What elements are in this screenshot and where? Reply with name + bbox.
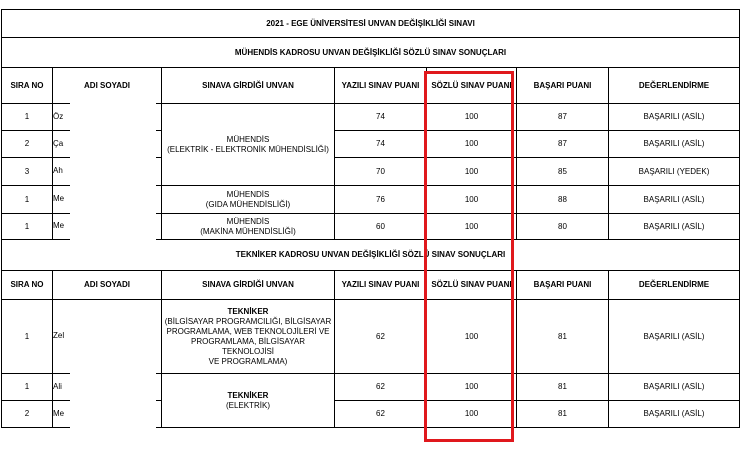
unvan-title: MÜHENDİS — [226, 189, 270, 199]
unvan-branch: (ELEKTRİK) — [225, 400, 270, 410]
name-fragment: Zel — [53, 331, 65, 341]
header-unvan: SINAVA GİRDİĞİ UNVAN — [162, 68, 335, 104]
unvan-title: MÜHENDİS — [226, 216, 270, 226]
sozlu-puan: 100 — [427, 214, 517, 240]
header-yazili: YAZILI SINAV PUANI — [335, 271, 427, 300]
yazili-puan: 62 — [335, 401, 427, 428]
redaction-block — [70, 312, 156, 452]
unvan-title: TEKNİKER — [227, 306, 269, 316]
sozlu-puan: 100 — [427, 186, 517, 214]
unvan-cell — [162, 300, 335, 374]
header-degerlendirme: DEĞERLENDİRME — [609, 68, 740, 104]
sira-no: 1 — [2, 214, 53, 240]
basari-puan: 81 — [517, 401, 609, 428]
unvan-cell — [162, 186, 335, 214]
degerlendirme: BAŞARILI (YEDEK) — [609, 158, 740, 186]
yazili-puan: 74 — [335, 104, 427, 131]
basari-puan: 81 — [517, 374, 609, 401]
unvan-branch: PROGRAMLAMA, BİLGİSAYAR TEKNOLOJİSİ — [191, 336, 305, 356]
basari-puan: 81 — [517, 300, 609, 374]
header-degerlendirme: DEĞERLENDİRME — [609, 271, 740, 300]
unvan-title: TEKNİKER — [227, 390, 269, 400]
name-fragment: Ah — [53, 166, 63, 176]
section2-title: TEKNİKER KADROSU UNVAN DEĞİŞİKLİĞİ SÖZLÜ SINAV SONUÇLARI — [2, 240, 740, 271]
unvan-branch: VE PROGRAMLAMA) — [208, 356, 288, 366]
unvan-branch: (MAKİNA MÜHENDİSLİĞİ) — [200, 226, 296, 236]
sozlu-puan: 100 — [427, 131, 517, 158]
degerlendirme: BAŞARILI (ASİL) — [609, 131, 740, 158]
sozlu-puan: 100 — [427, 300, 517, 374]
name-fragment: Ali — [53, 381, 62, 391]
name-fragment: Ça — [53, 138, 64, 148]
sira-no: 2 — [2, 401, 53, 428]
section1-header-row — [2, 68, 740, 104]
header-yazili: YAZILI SINAV PUANI — [335, 68, 427, 104]
unvan-branch: (ELEKTRİK - ELEKTRONİK MÜHENDİSLİĞİ) — [167, 144, 329, 154]
unvan-cell — [162, 374, 335, 428]
header-basari: BAŞARI PUANI — [517, 271, 609, 300]
sozlu-puan: 100 — [427, 374, 517, 401]
yazili-puan: 62 — [335, 374, 427, 401]
degerlendirme: BAŞARILI (ASİL) — [609, 186, 740, 214]
header-sira-no: SIRA NO — [2, 68, 53, 104]
yazili-puan: 76 — [335, 186, 427, 214]
yazili-puan: 60 — [335, 214, 427, 240]
yazili-puan: 62 — [335, 300, 427, 374]
header-unvan: SINAVA GİRDİĞİ UNVAN — [162, 271, 335, 300]
name-fragment: Me — [53, 194, 65, 204]
sira-no: 1 — [2, 186, 53, 214]
yazili-puan: 74 — [335, 131, 427, 158]
header-adi-soyadi: ADI SOYADI — [53, 271, 162, 300]
header-sozlu: SÖZLÜ SINAV PUANI — [427, 271, 517, 300]
basari-puan: 85 — [517, 158, 609, 186]
unvan-branch: (GIDA MÜHENDİSLİĞİ) — [205, 199, 291, 209]
unvan-cell — [162, 104, 335, 186]
degerlendirme: BAŞARILI (ASİL) — [609, 374, 740, 401]
section2-header-row — [2, 271, 740, 300]
unvan-title: MÜHENDİS — [226, 134, 270, 144]
unvan-branch: (BİLGİSAYAR PROGRAMCILIĞI, BİLGİSAYAR — [164, 316, 332, 326]
degerlendirme: BAŞARILI (ASİL) — [609, 214, 740, 240]
redaction-block — [70, 103, 156, 247]
degerlendirme: BAŞARILI (ASİL) — [609, 401, 740, 428]
basari-puan: 88 — [517, 186, 609, 214]
name-fragment: Me — [53, 221, 65, 231]
yazili-puan: 70 — [335, 158, 427, 186]
sira-no: 1 — [2, 104, 53, 131]
sira-no: 2 — [2, 131, 53, 158]
sira-no: 1 — [2, 300, 53, 374]
sozlu-puan: 100 — [427, 401, 517, 428]
unvan-branch: PROGRAMLAMA, WEB TEKNOLOJİLERİ VE — [166, 326, 330, 336]
header-adi-soyadi: ADI SOYADI — [53, 68, 162, 104]
header-basari: BAŞARI PUANI — [517, 68, 609, 104]
header-sira-no: SIRA NO — [2, 271, 53, 300]
basari-puan: 87 — [517, 104, 609, 131]
basari-puan: 87 — [517, 131, 609, 158]
basari-puan: 80 — [517, 214, 609, 240]
degerlendirme: BAŞARILI (ASİL) — [609, 104, 740, 131]
unvan-cell — [162, 214, 335, 240]
section1-title: MÜHENDİS KADROSU UNVAN DEĞİŞİKLİĞİ SÖZLÜ SINAV SONUÇLARI — [2, 38, 740, 68]
sira-no: 3 — [2, 158, 53, 186]
sozlu-puan: 100 — [427, 104, 517, 131]
header-sozlu: SÖZLÜ SINAV PUANI — [427, 68, 517, 104]
sira-no: 1 — [2, 374, 53, 401]
name-fragment: Öz — [53, 111, 64, 121]
name-fragment: Me — [53, 408, 65, 418]
degerlendirme: BAŞARILI (ASİL) — [609, 300, 740, 374]
sozlu-puan: 100 — [427, 158, 517, 186]
document-title: 2021 - EGE ÜNİVERSİTESİ UNVAN DEĞİŞİKLİĞİ SINAVI — [2, 10, 740, 38]
